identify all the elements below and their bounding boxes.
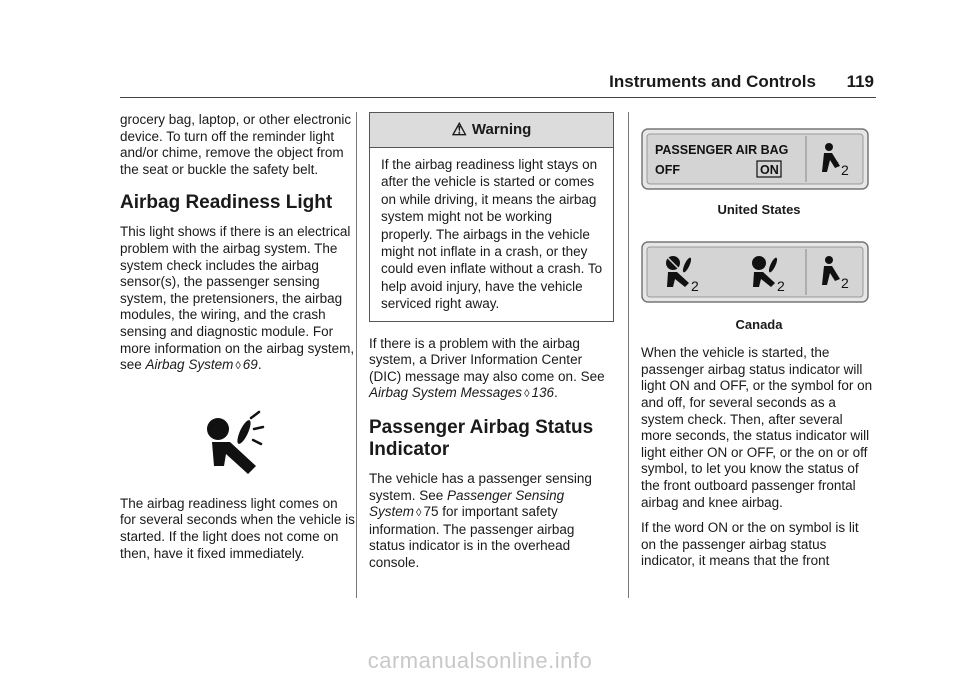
warning-text: If the airbag readiness light stays on after the vehicle is started or comes on while driving, it means the airbag system might not be working properly. The airbags in the vehicle might not inflate in a crash, or they could even inflate without a crash. To help avoid injury, have the vehicle serviced right away. bbox=[381, 157, 603, 312]
column-divider bbox=[628, 112, 629, 598]
page-ref-arrow-icon: ◊ bbox=[524, 388, 530, 401]
paragraph: grocery bag, laptop, or other electronic device. To turn off the reminder light and/or chime, remove the object from the seat or buckle the safety belt. bbox=[120, 112, 352, 177]
page-header bbox=[600, 70, 876, 100]
panel-on-label: ON bbox=[760, 163, 779, 177]
xref-link[interactable]: Airbag System Messages bbox=[369, 385, 523, 401]
warning-title: Warning bbox=[471, 120, 532, 138]
xref-link[interactable]: Passenger Sensing System bbox=[369, 487, 565, 520]
seat-number: 2 bbox=[691, 277, 699, 294]
xref-link[interactable]: Airbag System bbox=[145, 357, 234, 373]
caption-united-states: United States bbox=[717, 202, 801, 217]
warning-icon: ⚠ bbox=[451, 119, 467, 139]
warning-header bbox=[370, 113, 613, 148]
xref-page[interactable]: 136 bbox=[531, 385, 555, 401]
warning-box bbox=[369, 112, 614, 322]
seat-number: 2 bbox=[841, 274, 849, 291]
header-rule bbox=[120, 97, 876, 98]
page-ref-arrow-icon: ◊ bbox=[416, 507, 422, 520]
panel-label: PASSENGER AIR BAG bbox=[655, 143, 789, 157]
heading-airbag-readiness-light: Airbag Readiness Light bbox=[120, 192, 333, 214]
column-divider bbox=[356, 112, 357, 598]
panel-off-label: OFF bbox=[655, 163, 680, 177]
seat-number: 2 bbox=[841, 162, 849, 178]
paragraph: When the vehicle is started, the passenger airbag status indicator will light ON and OFF, or the symbol for on and off, for several seconds as a system check. Then, after several more seconds, the status indicator will light either ON or OFF, or the on or off symbol, to let you know the status of the front outboard passenger frontal airbag and knee airbag. bbox=[641, 345, 873, 510]
column-1 bbox=[120, 112, 355, 571]
caption-canada: Canada bbox=[735, 316, 783, 332]
xref-page[interactable]: 69 bbox=[242, 357, 258, 373]
paragraph: This light shows if there is an electrical problem with the airbag system. The system check includes the airbag sensor(s), the passenger sensing system, the pretensioners, the airbag modules, the wiring, and the crash sensing and diagnostic module. For more information on the airbag system, see Airbag System ◊ 69. bbox=[120, 224, 355, 373]
paragraph: The airbag readiness light comes on for several seconds when the vehicle is started. If the light does not come on then, have it fixed immediately. bbox=[120, 495, 355, 561]
page-ref-arrow-icon: ◊ bbox=[235, 360, 241, 373]
paragraph: If the word ON or the on symbol is lit on the passenger airbag status indicator, it means that the front bbox=[641, 520, 859, 569]
airbag-readiness-icon bbox=[120, 384, 355, 496]
section-title: Instruments and Controls bbox=[609, 72, 816, 91]
seat-number: 2 bbox=[777, 277, 785, 294]
heading-passenger-airbag-status: Passenger Airbag Status Indicator bbox=[369, 417, 594, 461]
paragraph: The vehicle has a passenger sensing system. See Passenger Sensing System ◊ 75 for important safety information. The passenger airbag status indicator is in the overhead console. bbox=[369, 471, 592, 570]
us-indicator-panel bbox=[641, 128, 869, 190]
watermark: carmanualsonline.info bbox=[367, 648, 593, 673]
page-number: 119 bbox=[846, 72, 874, 91]
column-3 bbox=[641, 112, 877, 579]
paragraph: If there is a problem with the airbag system, a Driver Information Center (DIC) message may also come on. See Airbag System Messages ◊ 136. bbox=[369, 335, 605, 401]
xref-page[interactable]: 75 bbox=[423, 504, 439, 520]
canada-indicator-panel bbox=[641, 241, 869, 303]
column-2 bbox=[369, 112, 614, 581]
